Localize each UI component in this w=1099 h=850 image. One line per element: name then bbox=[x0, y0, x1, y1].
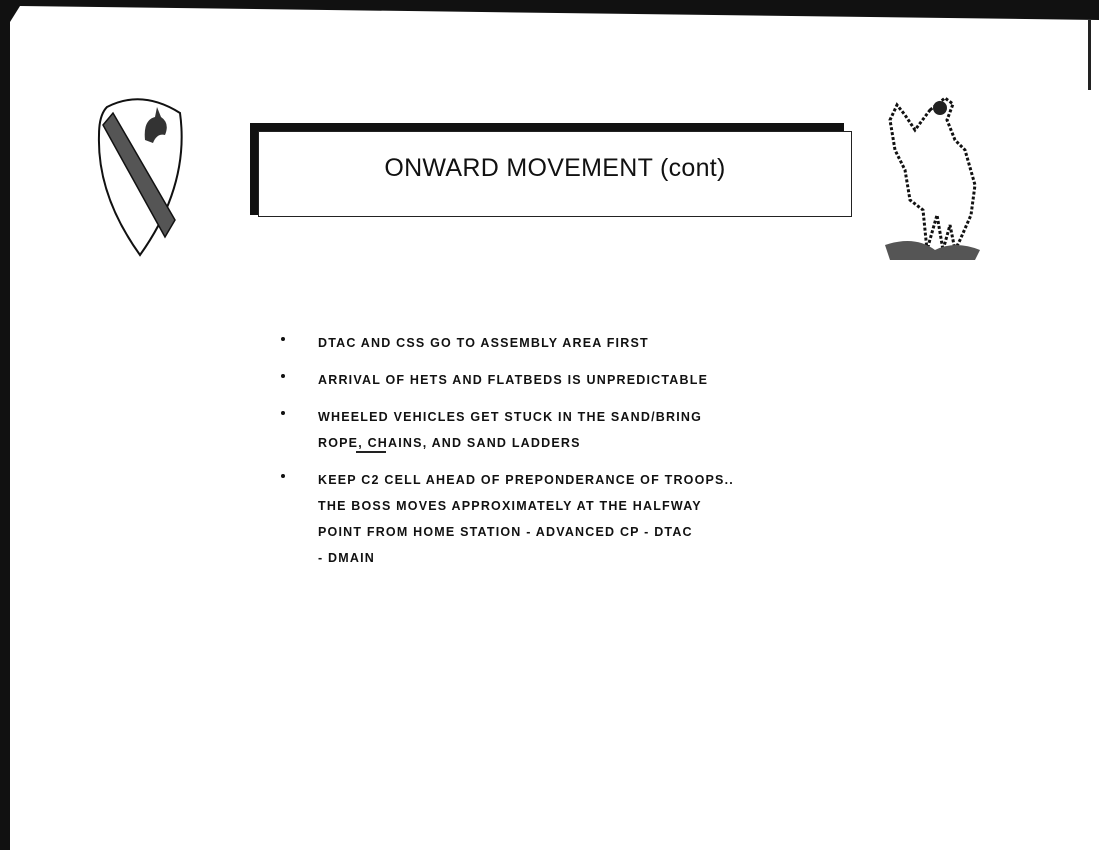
slide-title: ONWARD MOVEMENT (cont) bbox=[384, 153, 726, 182]
bullet-text: THE BOSS MOVES APPROXIMATELY AT THE HALFWAY bbox=[318, 499, 702, 513]
bullet-item bbox=[278, 404, 838, 456]
horse-and-rider-icon bbox=[875, 90, 995, 270]
bullet-text: ARRIVAL OF HETS AND FLATBEDS IS UNPREDICTABLE bbox=[318, 373, 709, 387]
bullet-list bbox=[278, 330, 838, 582]
title-box bbox=[258, 131, 852, 217]
bullet-icon bbox=[281, 474, 285, 478]
bullet-text: - DMAIN bbox=[318, 551, 376, 565]
bullet-icon bbox=[281, 374, 285, 378]
bullet-text: KEEP C2 CELL AHEAD OF PREPONDERANCE OF TROOPS.. bbox=[318, 473, 734, 487]
bullet-icon bbox=[281, 337, 285, 341]
cavalry-shield-patch-icon bbox=[95, 95, 190, 260]
bullet-item bbox=[278, 367, 838, 393]
bullet-icon bbox=[281, 411, 285, 415]
scan-border-top bbox=[0, 0, 1099, 22]
bullet-item bbox=[278, 330, 838, 356]
scan-border-left bbox=[0, 18, 10, 850]
bullet-text: WHEELED VEHICLES GET STUCK IN THE SAND/BRING bbox=[318, 410, 703, 424]
handwritten-underline bbox=[356, 451, 386, 453]
bullet-text: POINT FROM HOME STATION - ADVANCED CP - DTAC bbox=[318, 525, 693, 539]
bullet-text: DTAC AND CSS GO TO ASSEMBLY AREA FIRST bbox=[318, 336, 649, 350]
bullet-item bbox=[278, 467, 838, 571]
bullet-text: ROPE, CHAINS, AND SAND LADDERS bbox=[318, 436, 581, 450]
scan-border-right bbox=[1088, 20, 1091, 90]
